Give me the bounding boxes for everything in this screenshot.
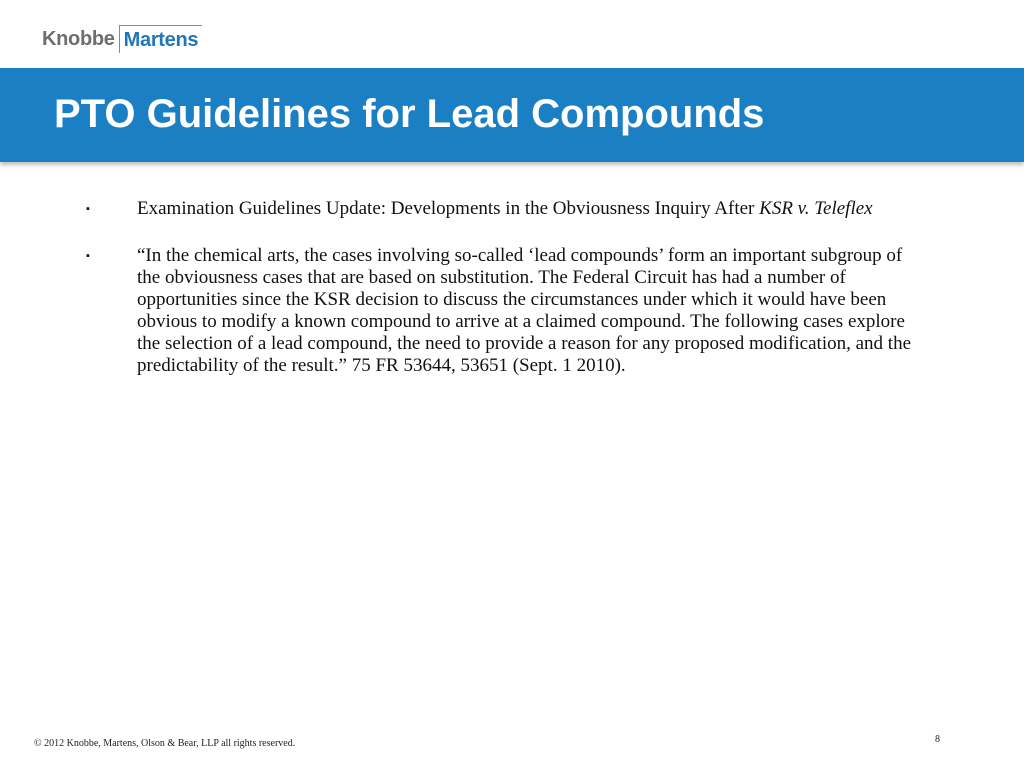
bullet-text: “In the chemical arts, the cases involving so-called ‘lead compounds’ form an important subgroup of the obviousness cases that are based on substitution. The Federal Circuit has had a number of opportunities since the KSR decision to discuss the circumstances under which it would have been obvious to modify a known compound to arrive at a claimed compound. The following cases explore the selection of a lead compound, the need to provide a reason for any proposed modification, and the predictability of the result.” 75 FR 53644, 53651 (Sept. 1 2010). (137, 245, 911, 376)
page-number: 8 (935, 734, 940, 745)
bullet-list (0, 198, 1024, 377)
bullet-text: Examination Guidelines Update: Developments in the Obviousness Inquiry After (137, 198, 760, 219)
slide-title: PTO Guidelines for Lead Compounds (54, 92, 765, 136)
company-logo (42, 25, 202, 53)
title-bar (0, 68, 1024, 162)
square-bullet-icon: ▪ (86, 203, 90, 215)
case-name: KSR v. Teleflex (759, 198, 873, 219)
bullet-item (0, 198, 927, 220)
logo-text-martens-label: Martens (123, 29, 199, 51)
bullet-item (0, 245, 927, 377)
logo-text-martens (119, 25, 202, 53)
logo-text-knobbe: Knobbe (42, 27, 115, 50)
square-bullet-icon: ▪ (86, 250, 90, 262)
footer-copyright: © 2012 Knobbe, Martens, Olson & Bear, LLP all rights reserved. (34, 738, 296, 749)
